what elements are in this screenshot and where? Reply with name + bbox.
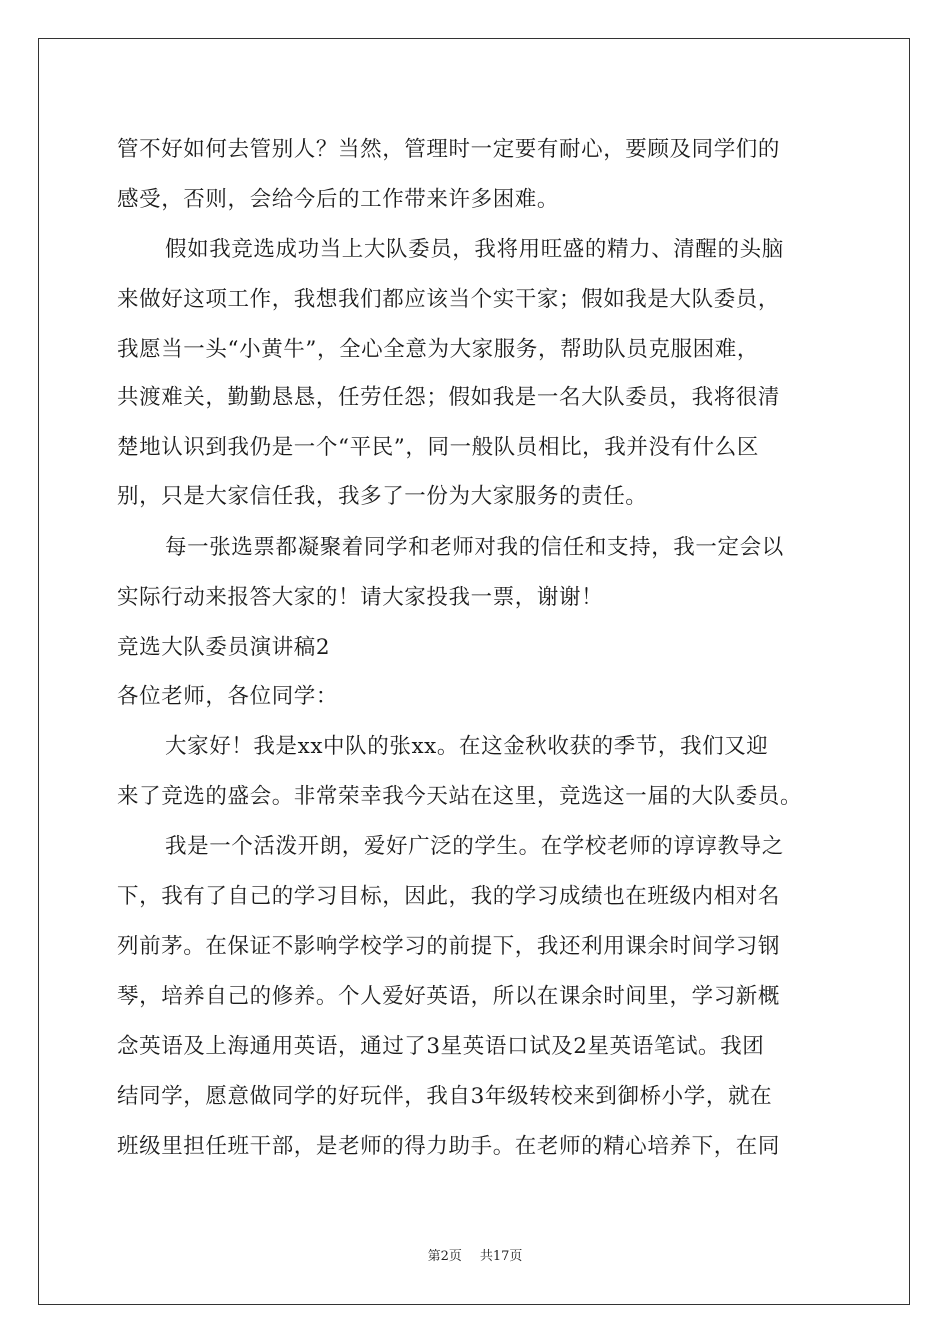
body-line: 念英语及上海通用英语，通过了3星英语口试及2星英语笔试。我团	[117, 1034, 765, 1059]
page-border	[38, 38, 910, 1305]
body-line: 实际行动来报答大家的！请大家投我一票，谢谢！	[117, 585, 604, 610]
body-line: 班级里担任班干部，是老师的得力助手。在老师的精心培养下，在同	[117, 1134, 781, 1159]
body-line: 感受，否则，会给今后的工作带来许多困难。	[117, 187, 560, 212]
page-total: 共17页	[479, 1249, 523, 1264]
paragraph-first-line: 假如我竞选成功当上大队委员，我将用旺盛的精力、清醒的头脑	[165, 237, 784, 262]
body-line: 楚地认识到我仍是一个“平民”，同一般队员相比，我并没有什么区	[117, 435, 759, 460]
salutation: 各位老师，各位同学：	[117, 684, 339, 709]
body-line: 列前茅。在保证不影响学校学习的前提下，我还利用课余时间学习钢	[117, 934, 781, 959]
body-line: 管不好如何去管别人？当然，管理时一定要有耐心，要顾及同学们的	[117, 137, 781, 162]
body-line: 结同学，愿意做同学的好玩伴，我自3年级转校来到御桥小学，就在	[117, 1084, 773, 1109]
page-number: 第2页	[427, 1249, 462, 1264]
body-line: 我愿当一头“小黄牛”，全心全意为大家服务，帮助队员克服困难，	[117, 337, 759, 362]
body-line: 琴，培养自己的修养。个人爱好英语，所以在课余时间里，学习新概	[117, 984, 781, 1009]
paragraph-first-line: 大家好！我是xx中队的张xx。在这金秋收获的季节，我们又迎	[165, 734, 769, 759]
body-line: 下，我有了自己的学习目标，因此，我的学习成绩也在班级内相对名	[117, 884, 781, 909]
body-line: 别，只是大家信任我，我多了一份为大家服务的责任。	[117, 484, 648, 509]
section-title: 竞选大队委员演讲稿2	[117, 635, 331, 660]
body-line: 共渡难关，勤勤恳恳，任劳任怨；假如我是一名大队委员，我将很清	[117, 385, 781, 410]
body-line: 来了竞选的盛会。非常荣幸我今天站在这里，竞选这一届的大队委员。	[117, 784, 803, 809]
body-line: 来做好这项工作，我想我们都应该当个实干家；假如我是大队委员，	[117, 287, 781, 312]
paragraph-first-line: 每一张选票都凝聚着同学和老师对我的信任和支持，我一定会以	[165, 535, 784, 560]
page-footer	[0, 1248, 950, 1266]
paragraph-first-line: 我是一个活泼开朗，爱好广泛的学生。在学校老师的谆谆教导之	[165, 834, 784, 859]
